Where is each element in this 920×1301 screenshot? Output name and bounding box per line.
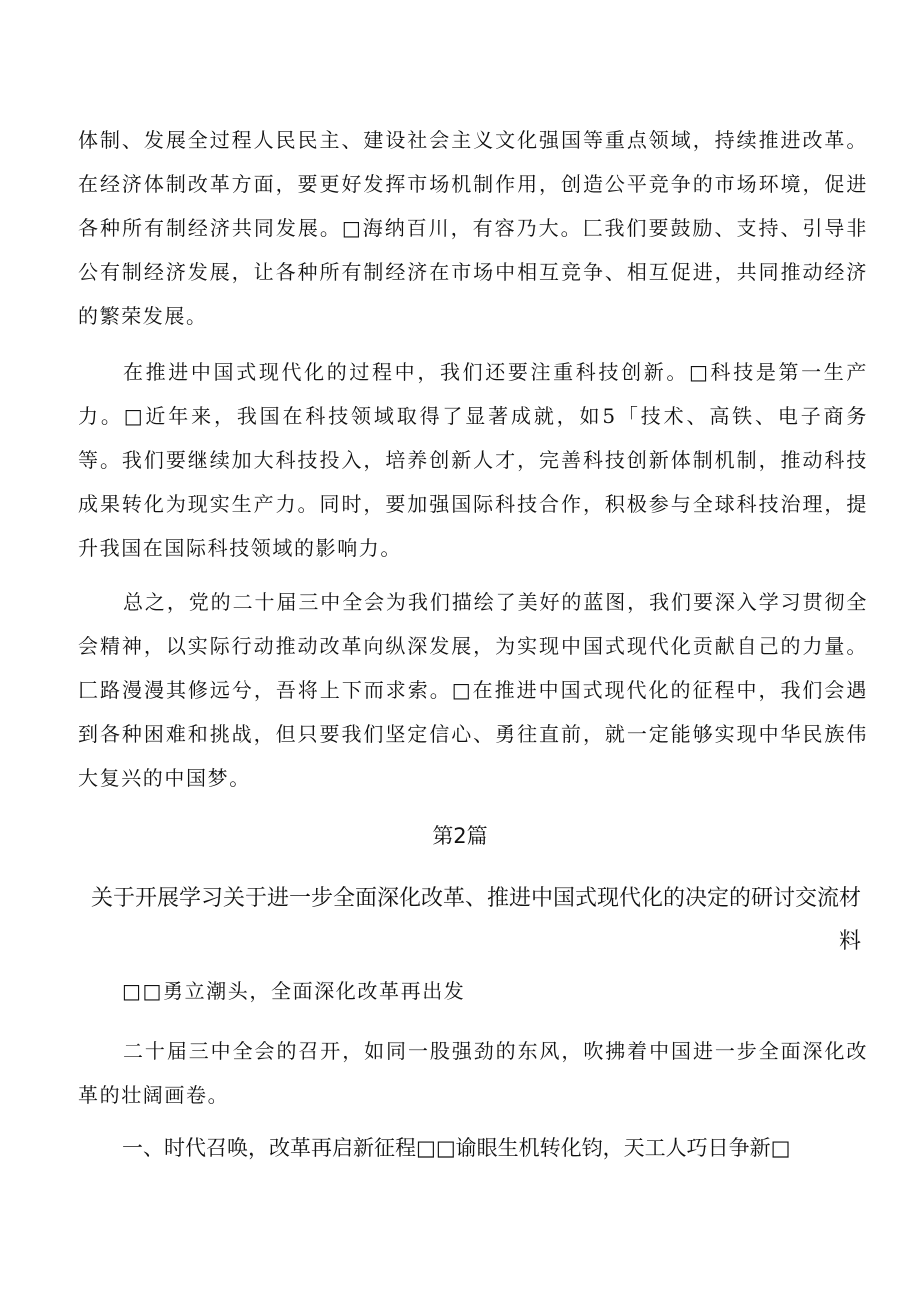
intro-paragraph: 二十届三中全会的召开，如同一股强劲的东风，吹拂着中国进一步全面深化改革的壮阔画卷。 (78, 1039, 868, 1107)
section-title: 第2篇 (432, 824, 488, 848)
paragraph-economic-reform: 体制、发展全过程人民民主、建设社会主义文化强国等重点领域，持续推进改革。在经济体制改革方面，要更好发挥市场机制作用，创造公平竞争的市场环境，促进各种所有制经济共同发展。□海纳百川，有容乃大。匚我们要鼓励、支持、引导非公有制经济发展，让各种所有制经济在市场中相互竞争、相互促进，共同推动经济的繁荣发展。 (78, 128, 868, 328)
paragraph-conclusion: 总之，党的二十届三中全会为我们描绘了美好的蓝图，我们要深入学习贯彻全会精神，以实际行动推动改革向纵深发展，为实现中国式现代化贡献自己的力量。匚路漫漫其修远兮，吾将上下而求索。□在推进中国式现代化的征程中，我们会遇到各种困难和挑战，但只要我们坚定信心、勇往直前，就一定能够实现中华民族伟大复兴的中国梦。 (78, 590, 868, 790)
heading-one: 一、时代召唤，改革再启新征程□□谕眼生机转化钧，天工人巧日争新□ (122, 1136, 791, 1160)
document-title: 关于开展学习关于进一步全面深化改革、推进中国式现代化的决定的研讨交流材料 (90, 886, 861, 954)
subtitle-line: □□勇立潮头，全面深化改革再出发 (122, 979, 466, 1003)
paragraph-tech-innovation: 在推进中国式现代化的过程中，我们还要注重科技创新。□科技是第一生产力。□近年来，我国在科技领域取得了显著成就，如5「技术、高铁、电子商务等。我们要继续加大科技投入，培养创新人才，完善科技创新体制机制，推动科技成果转化为现实生产力。同时，要加强国际科技合作，积极参与全球科技治理，提升我国在国际科技领域的影响力。 (78, 360, 868, 560)
